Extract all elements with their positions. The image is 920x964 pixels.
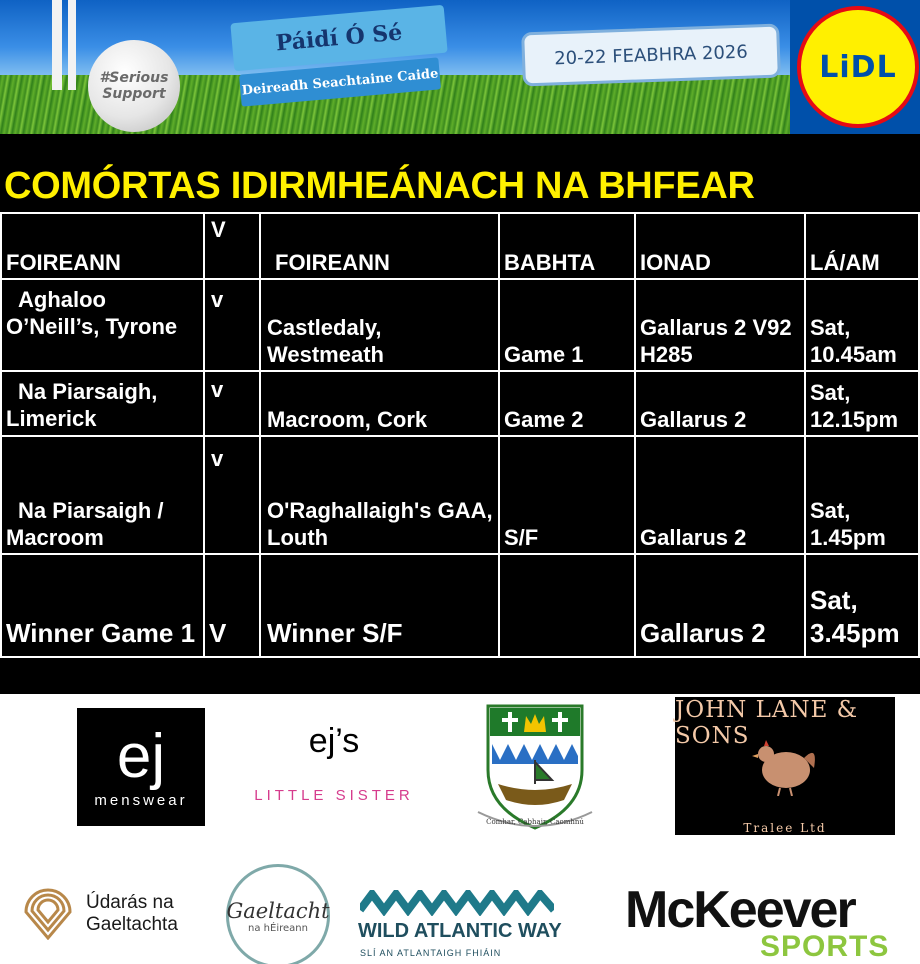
goalpost-right [68,0,76,90]
wild-atlantic-way-text: WILD ATLANTIC WAY [358,920,562,942]
udaras-line2: Gaeltachta [86,914,178,935]
round-cell: S/F [499,436,635,554]
team2-cell: Winner S/F [260,554,499,657]
team1-text: Na Piarsaigh, Limerick [6,379,158,431]
round-cell: Game 2 [499,371,635,436]
vs-text: v [211,446,224,471]
page-title: COMÓRTAS IDIRMHEÁNACH NA BHFEAR [4,165,755,207]
event-dates [521,24,781,87]
team1-cell [1,279,204,371]
udaras-logo-text [86,892,178,936]
venue-cell: Gallarus 2 [635,554,805,657]
team2-cell: Macroom, Cork [260,371,499,436]
header-team2 [260,213,499,279]
vs-cell [204,279,260,371]
ej-logo-subtext: menswear [94,791,188,809]
wild-atlantic-way-subtext: SLÍ AN ATLANTAIGH FHIÁIN [360,948,502,958]
header-team2-text: FOIREANN [275,250,390,275]
ej-logo-text: ej [116,721,166,791]
ball-text: #Serious Support [99,70,169,102]
venue-cell: Gallarus 2 V92 H285 [635,279,805,371]
hen-icon [752,738,818,796]
lidl-logo [797,6,919,128]
header-team1: FOIREANN [1,213,204,279]
john-lane-subtext: Tralee Ltd [743,821,827,835]
header-banner [0,0,920,134]
fixtures-table [0,212,920,658]
venue-cell: Gallarus 2 [635,436,805,554]
gaeltacht-line2: na hÉireann [248,922,308,934]
time-cell: Sat, 3.45pm [805,554,919,657]
event-subtitle: Deireadh Seachtaine Caide [241,65,439,99]
gaeltacht-line1: Gaeltacht [226,898,330,923]
mckeever-logo-text: McKeever [625,881,855,939]
ej-menswear-logo [77,708,205,826]
time-cell: Sat, 10.45am [805,279,919,371]
vs-text: v [211,377,224,402]
vs-cell [204,436,260,554]
vs-cell [204,371,260,436]
table-row [1,371,919,436]
wild-atlantic-way-wave-icon [360,890,554,916]
gaeltacht-logo [226,864,330,964]
round-cell [499,554,635,657]
time-cell: Sat, 12.15pm [805,371,919,436]
round-cell: Game 1 [499,279,635,371]
team1-cell [1,436,204,554]
team1-text: Na Piarsaigh / Macroom [6,498,164,550]
header-vs [204,213,260,279]
ejs-logo-subtext: LITTLE SISTER [254,787,414,804]
lidl-logo-text: LiDL [819,49,897,85]
team1-text: Aghaloo O’Neill’s, Tyrone [6,287,178,339]
john-lane-text: JOHN LANE & SONS [675,697,859,749]
team1-cell: Winner Game 1 [1,554,204,657]
udaras-line1: Údarás na [86,892,174,913]
table-row [1,436,919,554]
event-dates-text: 20-22 FEABHRA 2026 [553,41,749,69]
table-header-row [1,213,919,279]
venue-cell: Gallarus 2 [635,371,805,436]
team2-cell: O'Raghallaigh's GAA, Louth [260,436,499,554]
sponsors-section [0,694,920,964]
table-row [1,279,919,371]
title-bar [0,134,920,212]
vs-text: v [211,287,224,312]
ejs-logo-text: ej’s [308,722,360,760]
header-round: BABHTA [499,213,635,279]
team1-cell [1,371,204,436]
fixtures-table-container [0,212,920,694]
crest-motto: Comhar, Cabhair, Caomhnú [486,818,584,826]
ejs-little-sister-logo [232,722,436,804]
vs-text: V [209,618,227,648]
goalpost-left [52,0,62,90]
udaras-logo-icon [20,882,76,940]
vs-cell [204,554,260,657]
time-cell: Sat, 1.45pm [805,436,919,554]
header-time: LÁ/AM [805,213,919,279]
kerry-crest-icon [474,700,596,834]
event-name: Páidí Ó Sé [274,19,404,57]
header-vs-text: V [211,217,226,242]
mckeever-logo-subtext: SPORTS [760,930,890,963]
team2-cell: Castledaly, Westmeath [260,279,499,371]
table-row [1,554,919,657]
football-icon [88,40,180,132]
header-venue: IONAD [635,213,805,279]
